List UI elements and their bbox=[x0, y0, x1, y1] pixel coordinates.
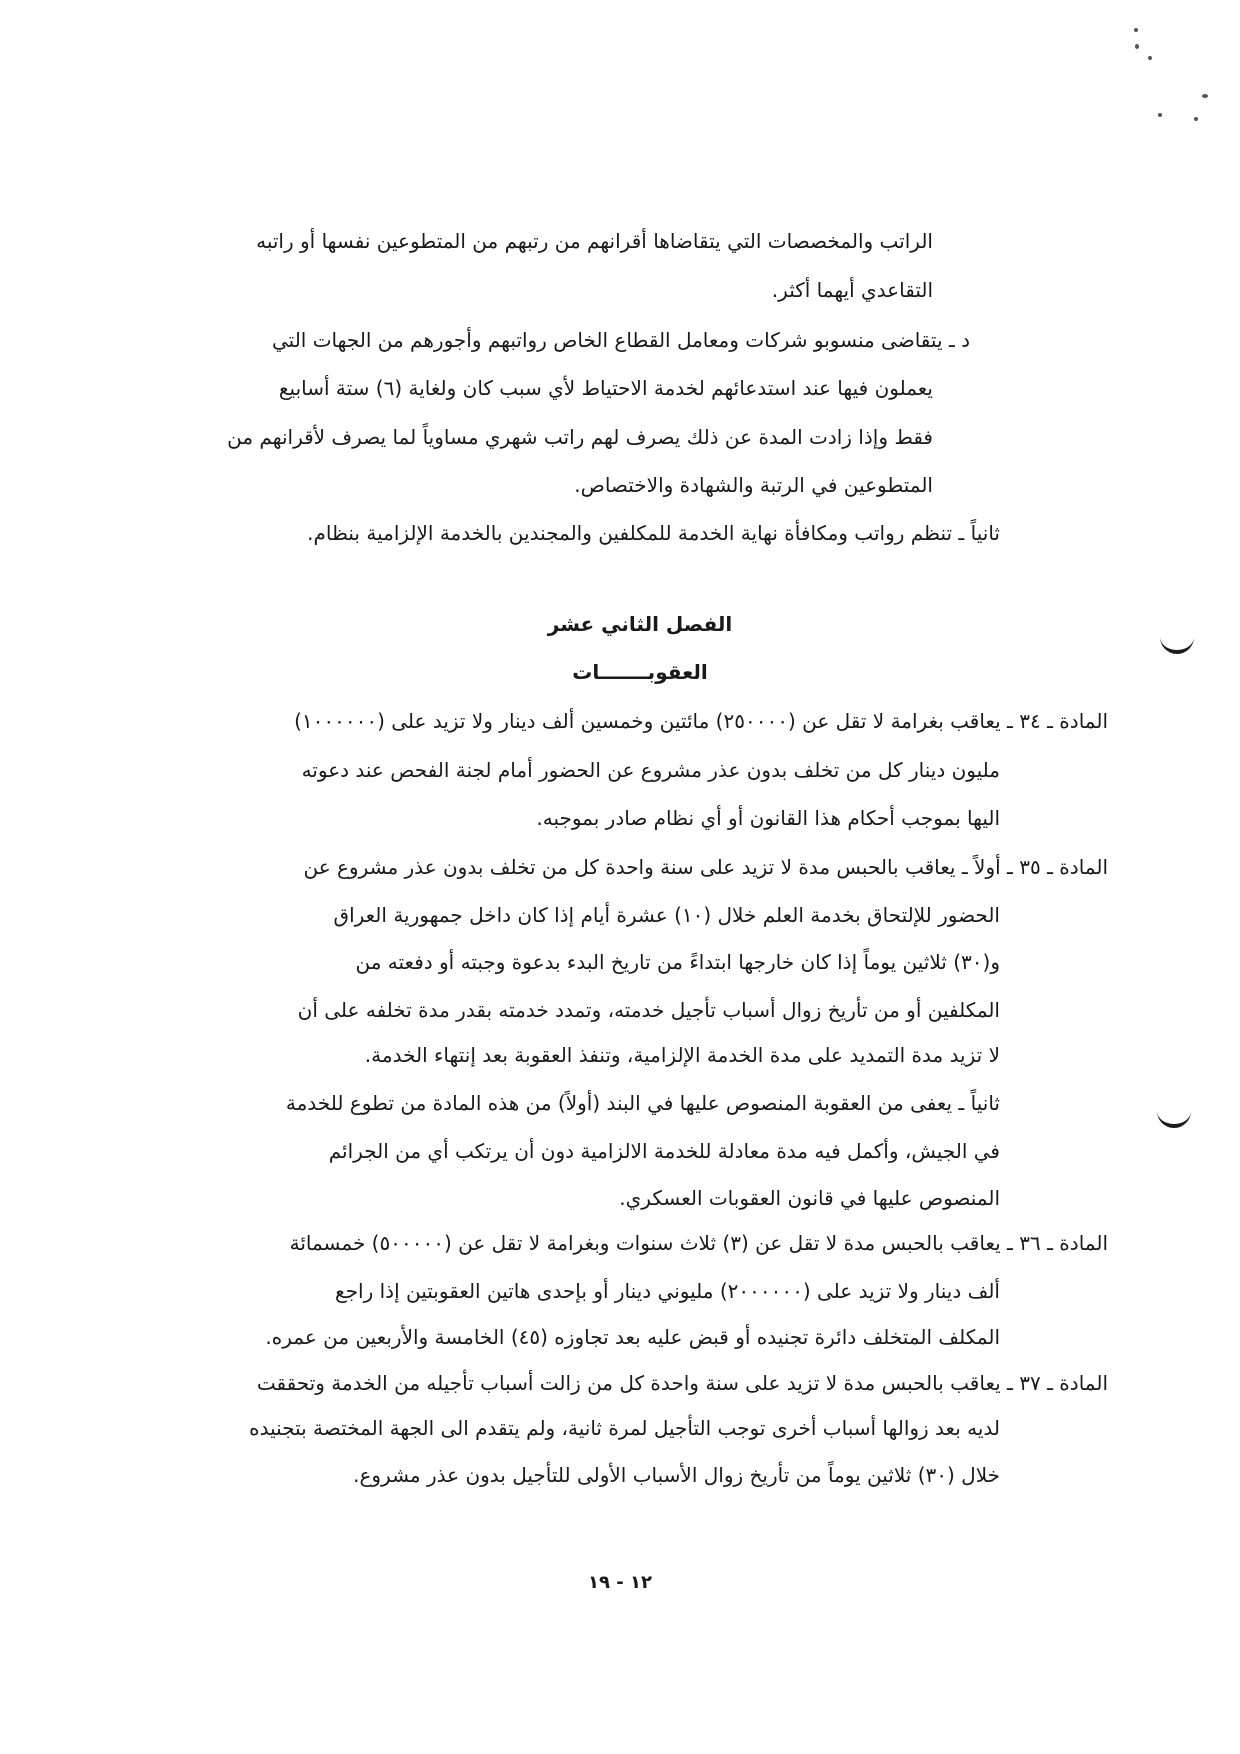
punch-hole-mark bbox=[1160, 632, 1194, 654]
text-line: الراتب والمخصصات التي يتقاضاها أقرانهم من رتبهم من المتطوعين نفسها أو راتبه bbox=[256, 229, 933, 253]
scan-speck bbox=[1148, 56, 1152, 60]
list-item-d: د ـ يتقاضى منسوبو شركات ومعامل القطاع الخاص رواتبهم وأجورهم من الجهات التي bbox=[271, 328, 970, 352]
article-37-line: خلال (٣٠) ثلاثين يوماً من تأريخ زوال الأسباب الأولى للتأجيل بدون عذر مشروع. bbox=[353, 1463, 1000, 1487]
punch-hole-mark bbox=[1157, 1106, 1191, 1128]
article-34-line: مليون دينار كل من تخلف بدون عذر مشروع عن الحضور أمام لجنة الفحص عند دعوته bbox=[301, 758, 1000, 782]
article-35-line: و(٣٠) ثلاثين يوماً إذا كان خارجها ابتداءً من تاريخ البدء بدعوة وجبته أو دفعته من bbox=[355, 950, 1000, 974]
article-37-line: المادة ـ ٣٧ ـ يعاقب بالحبس مدة لا تزيد على سنة واحدة كل من زالت أسباب تأجيله من الخدمة وتحققت bbox=[256, 1371, 1108, 1395]
paragraph-thaniyan: ثانياً ـ تنظم رواتب ومكافأة نهاية الخدمة للمكلفين والمجندين بالخدمة الإلزامية بنظام. bbox=[307, 521, 1000, 545]
scan-speck bbox=[1135, 44, 1139, 49]
article-35-line: المادة ـ ٣٥ ـ أولاً ـ يعاقب بالحبس مدة لا تزيد على سنة واحدة كل من تخلف بدون عذر مشروع عن bbox=[303, 855, 1108, 879]
text-line: التقاعدي أيهما أكثر. bbox=[771, 278, 933, 302]
text-line: يعملون فيها عند استدعائهم لخدمة الاحتياط لأي سبب كان ولغاية (٦) ستة أسابيع bbox=[278, 376, 933, 400]
article-35-line: في الجيش، وأكمل فيه مدة معادلة للخدمة الالزامية دون أن يرتكب أي من الجرائم bbox=[328, 1139, 1000, 1163]
scan-speck bbox=[1134, 28, 1138, 32]
article-35-line: لا تزيد مدة التمديد على مدة الخدمة الإلزامية، وتنفذ العقوبة بعد إنتهاء الخدمة. bbox=[364, 1043, 1000, 1067]
article-35-line: المنصوص عليها في قانون العقوبات العسكري. bbox=[619, 1186, 1000, 1210]
article-36-line: ألف دينار ولا تزيد على (٢٠٠٠٠٠٠) مليوني دينار أو بإحدى هاتين العقوبتين إذا راجع bbox=[335, 1279, 1000, 1303]
article-35-line: المكلفين أو من تأريخ زوال أسباب تأجيل خدمته، وتمدد خدمته بقدر مدة تخلفه على أن bbox=[297, 998, 1000, 1022]
text-line: المتطوعين في الرتبة والشهادة والاختصاص. bbox=[574, 473, 933, 497]
article-35-line: الحضور للإلتحاق بخدمة العلم خلال (١٠) عشرة أيام إذا كان داخل جمهورية العراق bbox=[333, 903, 1000, 927]
scan-speck bbox=[1202, 94, 1208, 98]
page-number: ١٢ - ١٩ bbox=[588, 1572, 652, 1593]
scan-speck bbox=[1194, 117, 1198, 121]
scan-speck bbox=[1158, 113, 1162, 117]
article-36-line: المادة ـ ٣٦ ـ يعاقب بالحبس مدة لا تقل عن (٣) ثلاث سنوات وبغرامة لا تقل عن (٥٠٠٠٠٠) خمسمائة bbox=[289, 1231, 1108, 1255]
article-34-line: المادة ـ ٣٤ ـ يعاقب بغرامة لا تقل عن (٢٥٠٠٠٠) مائتين وخمسين ألف دينار ولا تزيد على (١٠٠٠٠٠٠) bbox=[294, 709, 1108, 733]
article-35-line: ثانياً ـ يعفى من العقوبة المنصوص عليها في البند (أولاً) من هذه المادة من تطوع للخدمة bbox=[285, 1091, 1000, 1115]
article-34-line: اليها بموجب أحكام هذا القانون أو أي نظام صادر بموجبه. bbox=[536, 806, 1000, 830]
text-line: فقط وإذا زادت المدة عن ذلك يصرف لهم راتب شهري مساوياً لما يصرف لأقرانهم من bbox=[227, 425, 933, 449]
chapter-title: الفصل الثاني عشر bbox=[547, 612, 733, 636]
section-title: العقوبـــــــات bbox=[572, 660, 708, 684]
article-36-line: المكلف المتخلف دائرة تجنيده أو قبض عليه بعد تجاوزه (٤٥) الخامسة والأربعين من عمره. bbox=[265, 1325, 1000, 1349]
article-37-line: لديه بعد زوالها أسباب أخرى توجب التأجيل لمرة ثانية، ولم يتقدم الى الجهة المختصة بتجنيده bbox=[249, 1416, 1000, 1440]
